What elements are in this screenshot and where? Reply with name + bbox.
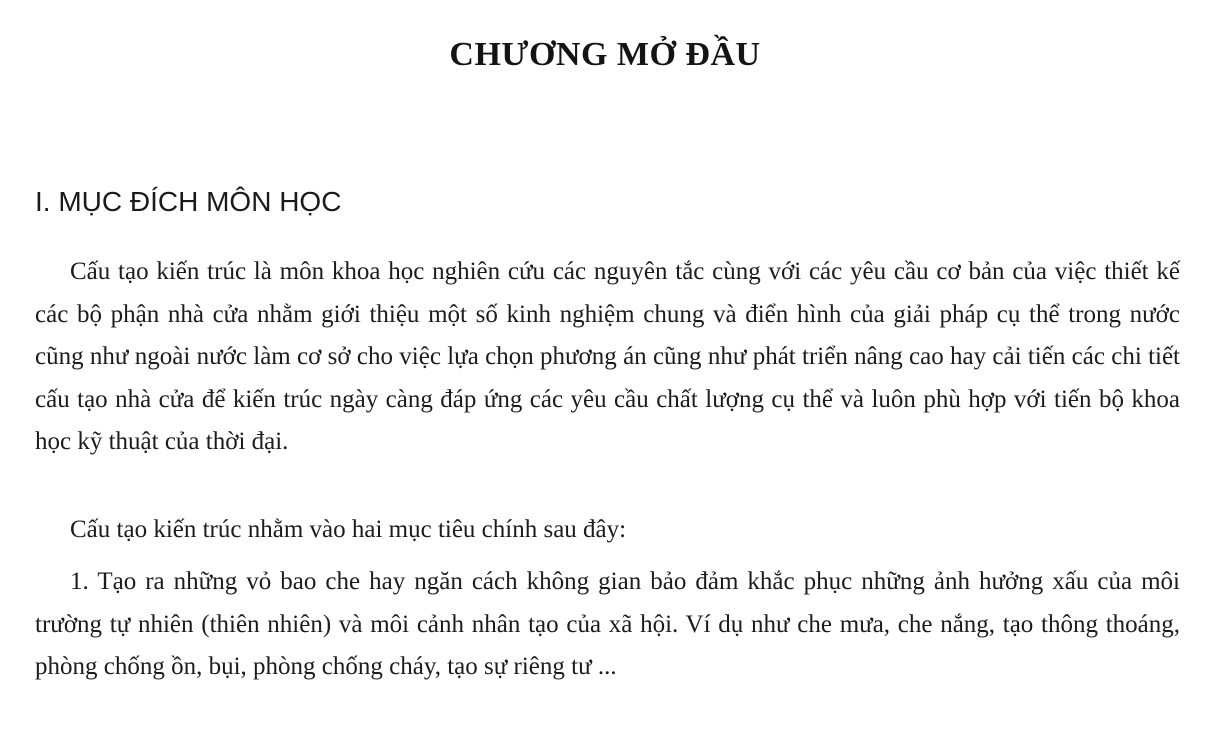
- paragraph-objectives-intro: Cấu tạo kiến trúc nhằm vào hai mục tiêu chính sau đây:: [70, 516, 627, 543]
- chapter-title: CHƯƠNG MỞ ĐẦU: [449, 36, 761, 73]
- paragraph-objective-1: 1. Tạo ra những vỏ bao che hay ngăn cách không gian bảo đảm khắc phục những ảnh hưởng xấu của môi trường tự nhiên (thiên nhiên) và môi cảnh nhân tạo của xã hội. Ví dụ như che mưa, che nắng, tạo thông thoáng, phòng chống ồn, bụi, phòng chống cháy, tạo sự riêng tư ...: [35, 568, 1180, 680]
- paragraph-purpose: Cấu tạo kiến trúc là môn khoa học nghiên cứu các nguyên tắc cùng với các yêu cầu cơ bản của việc thiết kế các bộ phận nhà cửa nhằm giới thiệu một số kinh nghiệm chung và điển hình của giải pháp cụ thể trong nước cũng như ngoài nước làm cơ sở cho việc lựa chọn phương án cũng như phát triển nâng cao hay cải tiến các chi tiết cấu tạo nhà cửa để kiến trúc ngày càng đáp ứng các yêu cầu chất lượng cụ thể và luôn phù hợp với tiến bộ khoa học kỹ thuật của thời đại.: [35, 258, 1180, 455]
- section-heading: I. MỤC ĐÍCH MÔN HỌC: [35, 186, 342, 217]
